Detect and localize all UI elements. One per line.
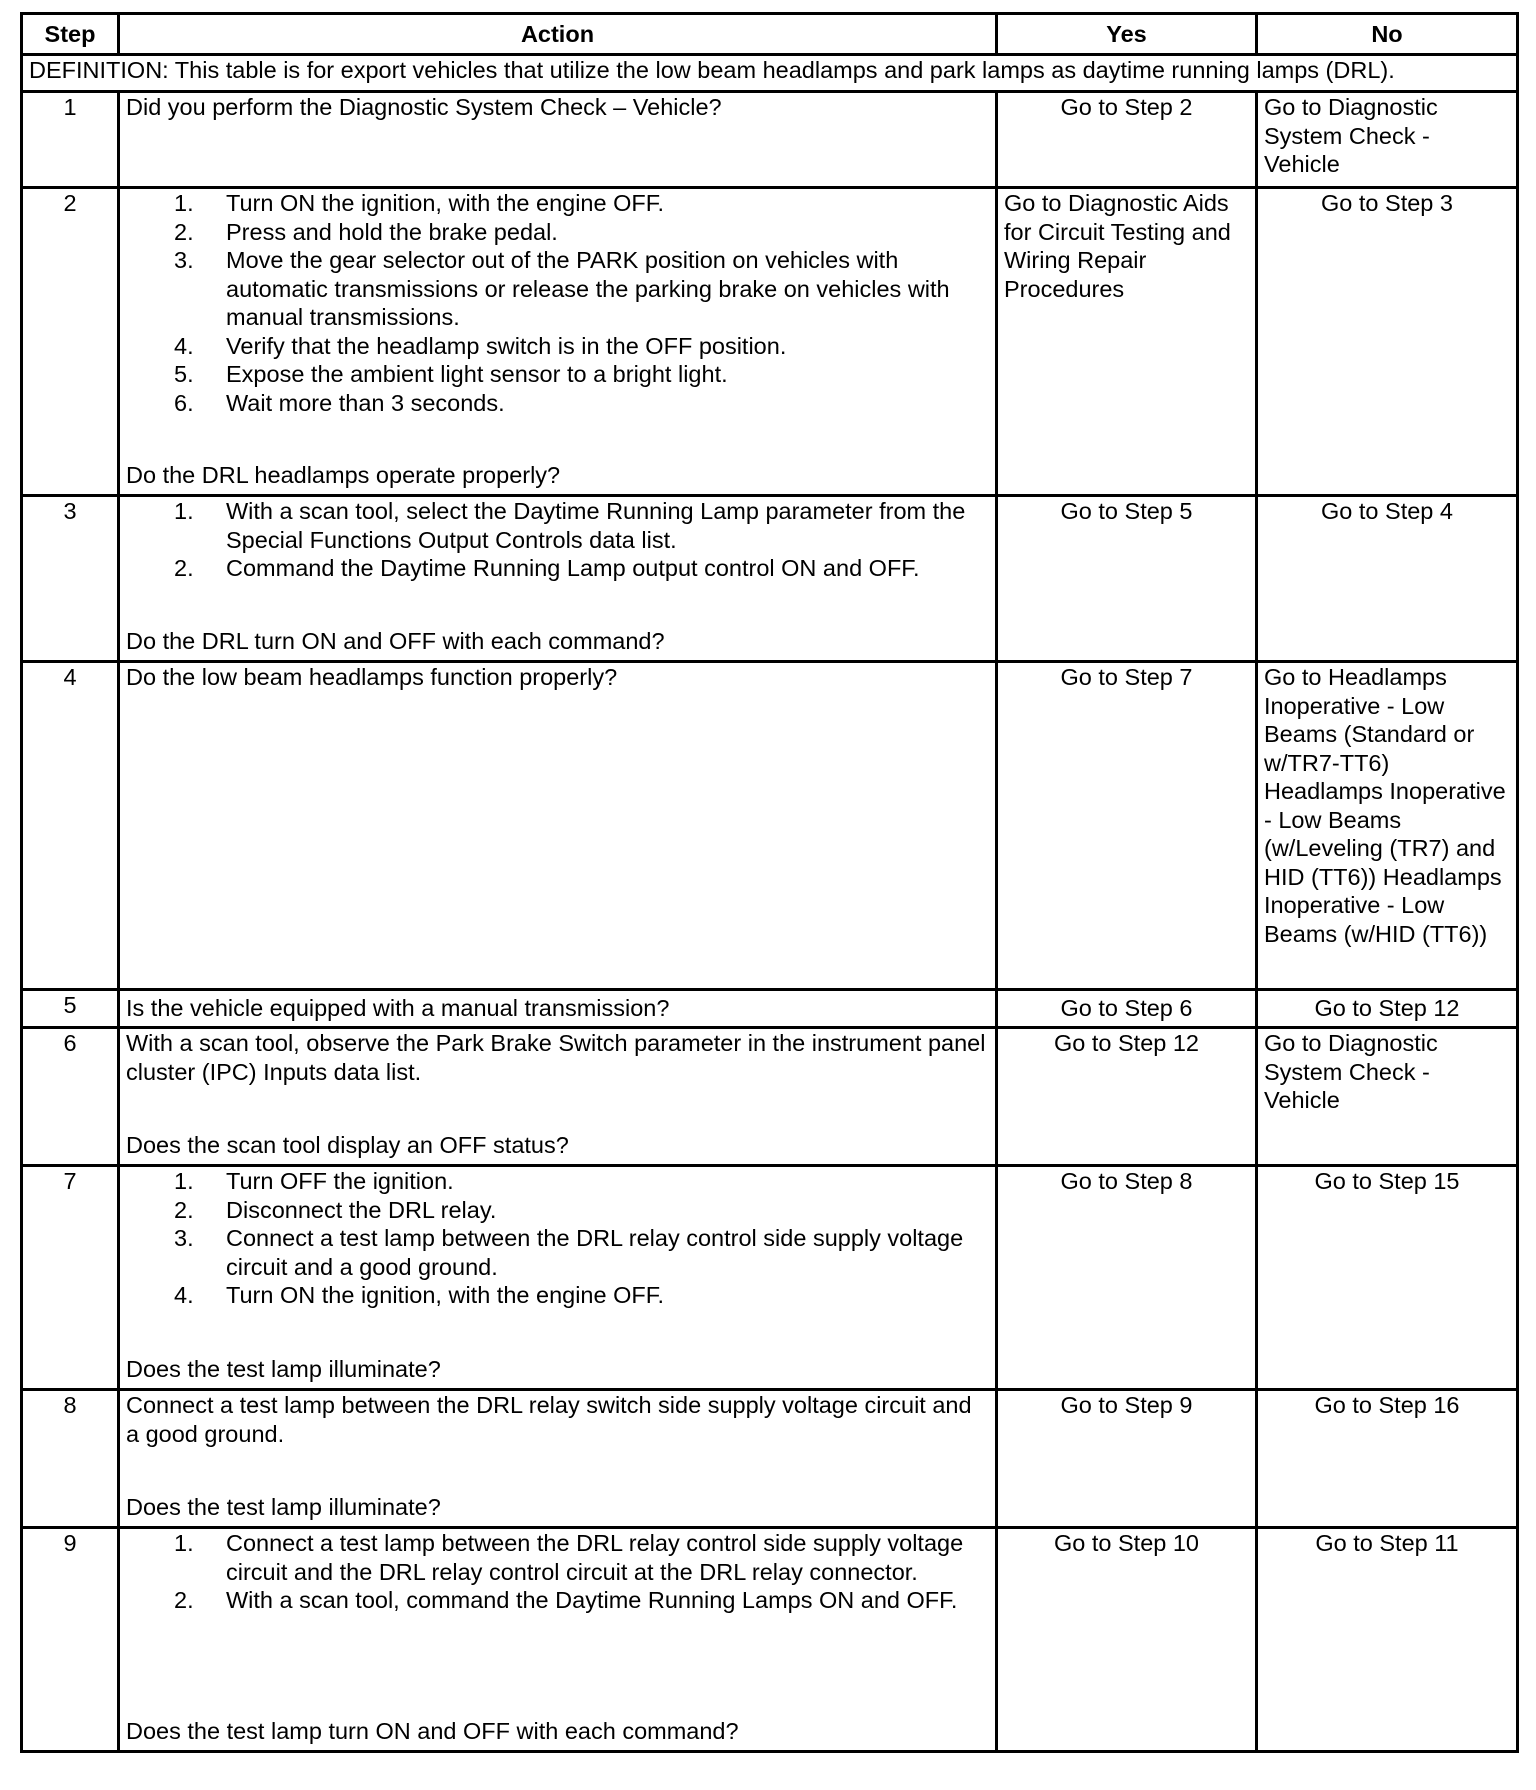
action-text: Did you perform the Diagnostic System Check – Vehicle? [126,94,722,120]
step-number: 4 [22,662,119,990]
no-cell: Go to Diagnostic System Check - Vehicle [1257,1028,1518,1166]
action-step: 4. Turn ON the ignition, with the engine OFF. [174,1282,665,1308]
action-question: Does the test lamp illuminate? [126,1493,441,1520]
action-question: Does the scan tool display an OFF status? [126,1131,569,1158]
action-step: 6. Wait more than 3 seconds. [174,389,505,416]
table-row [22,1528,1518,1752]
action-step: 1. Turn OFF the ignition. [174,1168,454,1194]
no-cell: Go to Step 12 [1257,990,1518,1028]
action-cell [119,1028,997,1166]
action-cell [119,1166,997,1390]
action-step: 2. Press and hold the brake pedal. [174,218,558,245]
action-question: Does the test lamp turn ON and OFF with each command? [126,1717,739,1744]
yes-cell: Go to Step 5 [997,496,1257,662]
step-number: 8 [22,1390,119,1528]
action-question: Do the DRL turn ON and OFF with each command? [126,627,665,654]
yes-cell: Go to Step 6 [997,990,1257,1028]
action-cell [119,188,997,496]
table-row [22,662,1518,990]
action-text: Do the low beam headlamps function properly? [126,664,618,690]
yes-cell: Go to Step 7 [997,662,1257,990]
action-step: 3. Move the gear selector out of the PARK position on vehicles with automatic transmissions or release the parking brake on vehicles with manual transmissions. [174,247,950,330]
definition-row [22,55,1518,92]
no-cell: Go to Diagnostic System Check - Vehicle [1257,92,1518,188]
table-row [22,990,1518,1028]
table-row [22,92,1518,188]
diagnostic-table [20,12,1519,1753]
yes-cell: Go to Step 9 [997,1390,1257,1528]
step-number: 5 [22,990,119,1028]
action-text: With a scan tool, observe the Park Brake Switch parameter in the instrument panel cluster (IPC) Inputs data list. [126,1030,986,1085]
no-cell: Go to Step 16 [1257,1390,1518,1528]
action-cell [119,662,997,990]
action-question: Does the test lamp illuminate? [126,1355,441,1382]
action-cell [119,1528,997,1752]
action-question: Do the DRL headlamps operate properly? [126,461,561,488]
no-cell: Go to Headlamps Inoperative - Low Beams (Standard or w/TR7-TT6) Headlamps Inoperative - Low Beams (w/Leveling (TR7) and HID (TT6)) Headlamps Inoperative - Low Beams (w/HID (TT6)) [1257,662,1518,990]
header-action: Action [119,14,997,55]
header-row [22,14,1518,55]
header-yes: Yes [997,14,1257,55]
step-number: 9 [22,1528,119,1752]
action-step: 1. Turn ON the ignition, with the engine OFF. [174,190,665,216]
action-cell [119,1390,997,1528]
no-cell: Go to Step 3 [1257,188,1518,496]
action-step: 4. Verify that the headlamp switch is in the OFF position. [174,332,787,359]
action-steps [126,1529,989,1615]
action-step: 1. With a scan tool, select the Daytime Running Lamp parameter from the Special Functions Output Controls data list. [174,498,966,553]
action-step: 2. Disconnect the DRL relay. [174,1196,497,1223]
table-row [22,188,1518,496]
step-number: 7 [22,1166,119,1390]
header-step: Step [22,14,119,55]
definition-text: DEFINITION: This table is for export vehicles that utilize the low beam headlamps and park lamps as daytime running lamps (DRL). [22,55,1518,92]
yes-cell: Go to Step 10 [997,1528,1257,1752]
table-row [22,496,1518,662]
table-row [22,1028,1518,1166]
step-number: 6 [22,1028,119,1166]
action-step: 3. Connect a test lamp between the DRL relay control side supply voltage circuit and a good ground. [174,1225,964,1280]
step-number: 1 [22,92,119,188]
action-cell [119,496,997,662]
action-step: 1. Connect a test lamp between the DRL relay control side supply voltage circuit and the DRL relay control circuit at the DRL relay connector. [174,1530,964,1585]
table-row [22,1390,1518,1528]
action-steps [126,497,989,583]
yes-cell: Go to Step 12 [997,1028,1257,1166]
action-step: 2. Command the Daytime Running Lamp output control ON and OFF. [174,555,920,581]
table-row [22,1166,1518,1390]
action-cell [119,990,997,1028]
no-cell: Go to Step 15 [1257,1166,1518,1390]
no-cell: Go to Step 11 [1257,1528,1518,1752]
yes-cell: Go to Step 8 [997,1166,1257,1390]
action-cell [119,92,997,188]
action-text: Is the vehicle equipped with a manual transmission? [126,995,670,1022]
no-cell: Go to Step 4 [1257,496,1518,662]
yes-cell: Go to Diagnostic Aids for Circuit Testing and Wiring Repair Procedures [997,188,1257,496]
action-steps [126,189,989,417]
action-step: 2. With a scan tool, command the Daytime Running Lamps ON and OFF. [174,1587,958,1613]
header-no: No [1257,14,1518,55]
step-number: 3 [22,496,119,662]
action-text: Connect a test lamp between the DRL relay switch side supply voltage circuit and a good ground. [126,1392,972,1447]
action-steps [126,1167,989,1310]
action-step: 5. Expose the ambient light sensor to a bright light. [174,361,728,387]
step-number: 2 [22,188,119,496]
yes-cell: Go to Step 2 [997,92,1257,188]
